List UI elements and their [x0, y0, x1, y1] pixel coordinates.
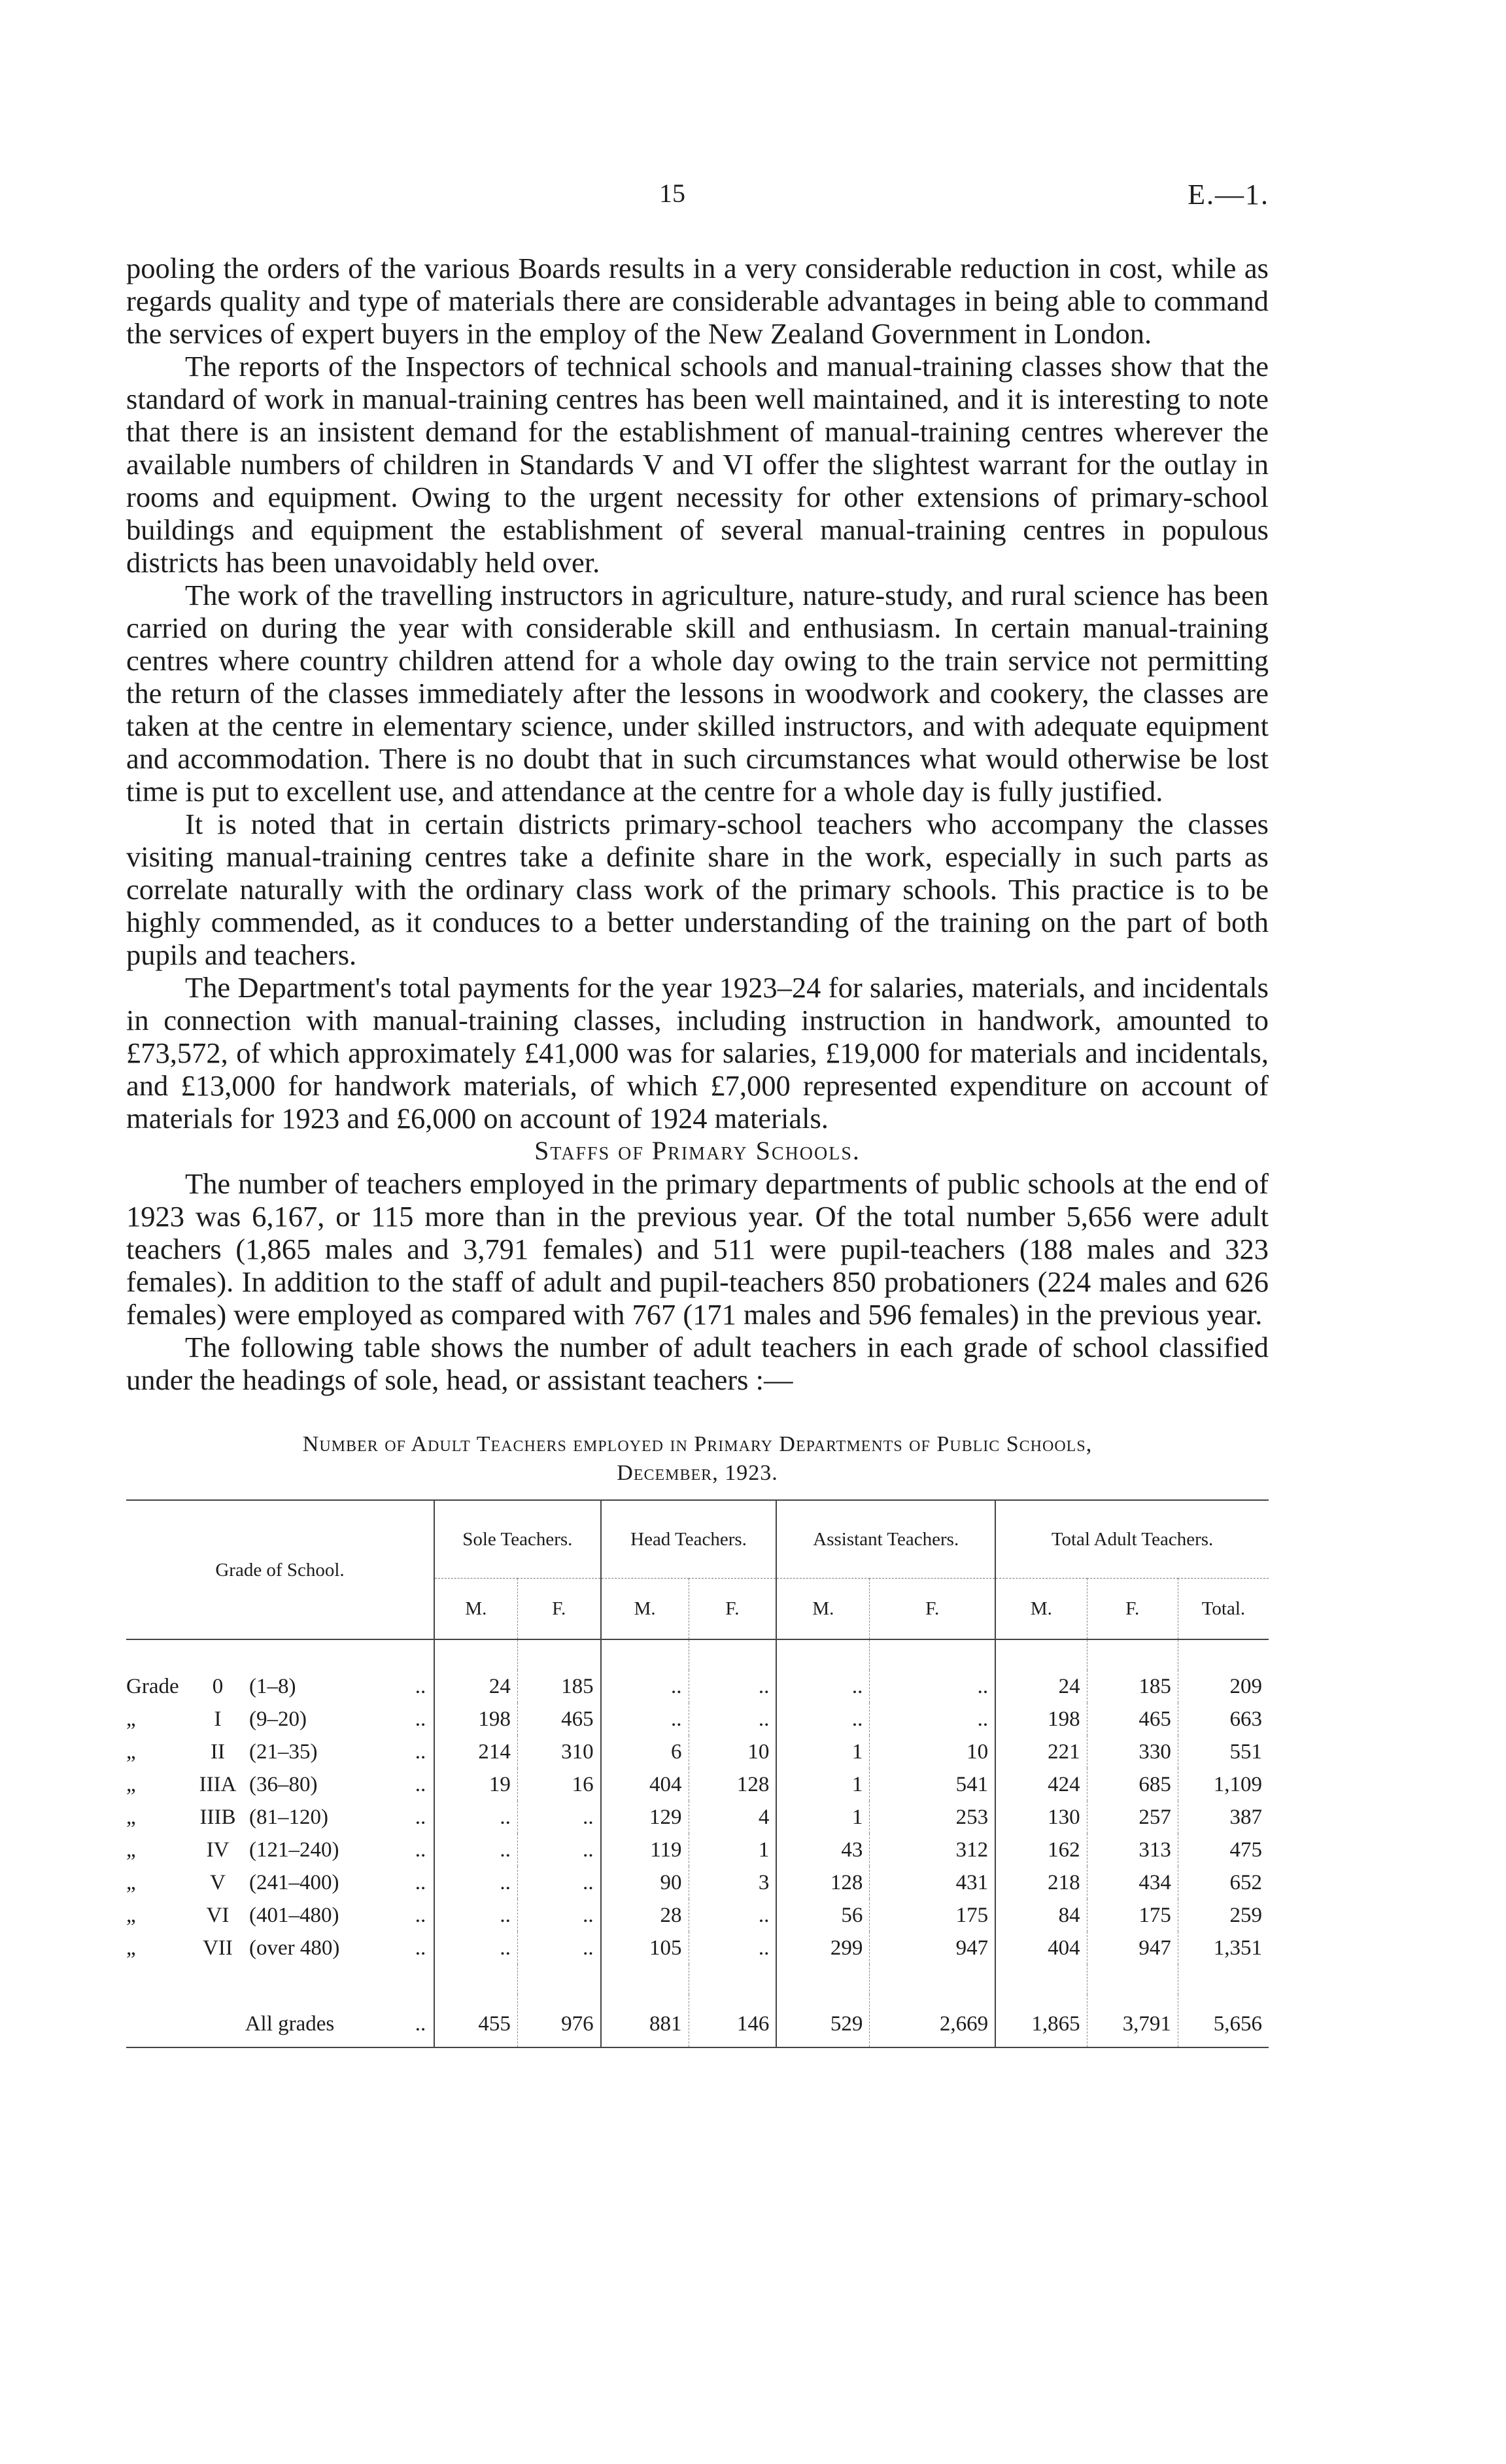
grade-word: „ — [126, 1904, 136, 1927]
total-adult-teachers-header: Total Adult Teachers. — [995, 1500, 1269, 1579]
paragraph: The number of teachers employed in the primary departments of public schools at the end of 1923 was 6,167, or 115 more than in the previous year. Of the total number 5,656 were adult teachers (1,865 males and 3,791 females) and 511 were pupil-teachers (188 males and 323 females). In addition to the staff of adult and pupil-teachers 850 probationers (224 males and 626 females) were employed as compared with 767 (171 males and 596 females) in the previous year. — [126, 1167, 1269, 1331]
table-cell: 10 — [689, 1736, 776, 1768]
column-header-m: M. — [434, 1579, 517, 1640]
table-cell: .. — [870, 1670, 995, 1703]
grade-word: „ — [126, 1838, 136, 1862]
paragraph: The Department's total payments for the year 1923–24 for salaries, materials, and incidentals in connection with manual-training classes, including instruction in handwork, amounted to £73,572, of which approximately £41,000 was for salaries, £19,000 for materials and incidentals, and £13,000 for handwork materials, of which £7,000 represented expenditure on account of materials for 1923 and £6,000 on account of 1924 materials. — [126, 971, 1269, 1135]
grade-number: IIIA — [199, 1773, 237, 1796]
table-body — [126, 1639, 1269, 2047]
table-cell: 24 — [995, 1670, 1087, 1703]
column-header-f: F. — [517, 1579, 600, 1640]
grade-number: IV — [206, 1838, 230, 1862]
table-cell: 3,791 — [1087, 1994, 1178, 2047]
article-body — [126, 252, 1269, 2048]
table-cell: 404 — [995, 1932, 1087, 1964]
paragraph: The following table shows the number of adult teachers in each grade of school classified under the headings of sole, head, or assistant teachers :— — [126, 1331, 1269, 1396]
grade-number: VII — [203, 1936, 233, 1960]
table-row — [126, 1801, 1269, 1834]
table-cell: 16 — [517, 1768, 600, 1801]
grade-label — [126, 1768, 407, 1801]
table-cell: 6 — [601, 1736, 689, 1768]
leader-dots: .. — [415, 1871, 426, 1894]
table-cell: 209 — [1178, 1670, 1269, 1703]
table-cell: 128 — [689, 1768, 776, 1801]
table-cell: 1,109 — [1178, 1768, 1269, 1801]
table-cell: 685 — [1087, 1768, 1178, 1801]
table-cell: 146 — [689, 1994, 776, 2047]
table-cell: 185 — [1087, 1670, 1178, 1703]
grade-range: (36–80) — [249, 1773, 318, 1796]
grade-label — [126, 1670, 407, 1703]
table-total-row — [126, 1994, 1269, 2047]
table-cell: .. — [517, 1801, 600, 1834]
table-cell: .. — [517, 1866, 600, 1899]
table-cell: 465 — [517, 1703, 600, 1736]
sole-teachers-header: Sole Teachers. — [434, 1500, 601, 1579]
column-header-f: F. — [689, 1579, 776, 1640]
grade-label — [126, 1834, 407, 1866]
table-row — [126, 1899, 1269, 1932]
table-row — [126, 1834, 1269, 1866]
table-cell: 387 — [1178, 1801, 1269, 1834]
leader-dots: .. — [407, 1994, 434, 2047]
grade-number: V — [210, 1871, 226, 1894]
table-cell: 119 — [601, 1834, 689, 1866]
grade-label — [126, 1801, 407, 1834]
grade-word: „ — [126, 1740, 136, 1764]
column-header-f: F. — [870, 1579, 995, 1640]
grade-of-school-header: Grade of School. — [126, 1500, 434, 1639]
table-row — [126, 1932, 1269, 1964]
table-cell: 257 — [1087, 1801, 1178, 1834]
table-caption — [152, 1430, 1242, 1488]
table-cell: 404 — [601, 1768, 689, 1801]
table-cell: 541 — [870, 1768, 995, 1801]
grade-label — [126, 1866, 407, 1899]
grade-word: Grade — [126, 1675, 179, 1698]
series-reference: E.—1. — [1188, 179, 1269, 211]
grade-word: „ — [126, 1707, 136, 1731]
grade-label — [126, 1932, 407, 1964]
table-cell: 652 — [1178, 1866, 1269, 1899]
page-header — [0, 178, 1506, 217]
table-cell: 299 — [776, 1932, 870, 1964]
leader-dots: .. — [415, 1936, 426, 1960]
table-cell: .. — [434, 1801, 517, 1834]
table-cell: .. — [689, 1703, 776, 1736]
table-row — [126, 1866, 1269, 1899]
assistant-teachers-header: Assistant Teachers. — [776, 1500, 995, 1579]
grade-range: (1–8) — [249, 1675, 296, 1698]
leader-dots: .. — [415, 1805, 426, 1829]
grade-range: (401–480) — [249, 1904, 339, 1927]
leader-dots: .. — [415, 1675, 426, 1698]
table-cell: 947 — [870, 1932, 995, 1964]
table-cell: 198 — [434, 1703, 517, 1736]
grade-range: (121–240) — [249, 1838, 339, 1862]
table-cell: .. — [689, 1670, 776, 1703]
grade-word: „ — [126, 1871, 136, 1894]
table-cell: 19 — [434, 1768, 517, 1801]
leader-dots: .. — [415, 1773, 426, 1796]
table-cell: 129 — [601, 1801, 689, 1834]
table-row — [126, 1768, 1269, 1801]
page-number: 15 — [659, 179, 685, 208]
grade-number: I — [214, 1707, 222, 1731]
adult-teachers-table — [126, 1499, 1269, 2048]
paragraph: The reports of the Inspectors of technical schools and manual-training classes show that the standard of work in manual-training centres has been well maintained, and it is interesting to note that there is an insistent demand for the establishment of manual-training centres wherever the available numbers of children in Standards V and VI offer the slightest warrant for the outlay in rooms and equipment. Owing to the urgent necessity for other extensions of primary-school buildings and equipment the establishment of several manual-training centres in populous districts has been unavoidably held over. — [126, 350, 1269, 579]
table-cell: .. — [776, 1703, 870, 1736]
grade-range: (9–20) — [249, 1707, 307, 1731]
table-cell: 185 — [517, 1670, 600, 1703]
table-cell: 465 — [1087, 1703, 1178, 1736]
section-heading: Staffs of Primary Schools. — [534, 1136, 861, 1165]
leader-dots: .. — [415, 1904, 426, 1927]
grade-label — [126, 1899, 407, 1932]
table-cell: 881 — [601, 1994, 689, 2047]
grade-word: „ — [126, 1936, 136, 1960]
table-cell: .. — [434, 1866, 517, 1899]
table-cell: 310 — [517, 1736, 600, 1768]
table-cell: 105 — [601, 1932, 689, 1964]
table-cell: .. — [434, 1834, 517, 1866]
column-header-total: Total. — [1178, 1579, 1269, 1640]
table-cell: 330 — [1087, 1736, 1178, 1768]
leader-dots: .. — [415, 1838, 426, 1862]
table-cell: 218 — [995, 1866, 1087, 1899]
grade-range: (21–35) — [249, 1740, 318, 1764]
table-cell: 130 — [995, 1801, 1087, 1834]
grade-range: (81–120) — [249, 1805, 328, 1829]
column-header-m: M. — [776, 1579, 870, 1640]
grade-label — [126, 1736, 407, 1768]
table-cell: 424 — [995, 1768, 1087, 1801]
table-cell: .. — [517, 1932, 600, 1964]
table-cell: 551 — [1178, 1736, 1269, 1768]
table-cell: 5,656 — [1178, 1994, 1269, 2047]
table-cell: 1 — [776, 1736, 870, 1768]
table-row — [126, 1670, 1269, 1703]
table-cell: 1 — [776, 1801, 870, 1834]
table-cell: 529 — [776, 1994, 870, 2047]
table-cell: 253 — [870, 1801, 995, 1834]
table-cell: 2,669 — [870, 1994, 995, 2047]
table-cell: 10 — [870, 1736, 995, 1768]
table-cell: .. — [870, 1703, 995, 1736]
leader-dots: .. — [415, 1740, 426, 1764]
table-cell: 24 — [434, 1670, 517, 1703]
leader-dots: .. — [415, 1707, 426, 1731]
table-cell: 434 — [1087, 1866, 1178, 1899]
column-header-m: M. — [601, 1579, 689, 1640]
table-cell: 475 — [1178, 1834, 1269, 1866]
table-cell: 28 — [601, 1899, 689, 1932]
table-cell: 43 — [776, 1834, 870, 1866]
grade-word: „ — [126, 1773, 136, 1796]
table-cell: 1 — [776, 1768, 870, 1801]
table-cell: 1 — [689, 1834, 776, 1866]
table-cell: 214 — [434, 1736, 517, 1768]
paragraph: It is noted that in certain districts primary-school teachers who accompany the classes visiting manual-training centres take a definite share in the work, especially in such parts as correlate naturally with the ordinary class work of the primary schools. This practice is to be highly commended, as it conduces to a better understanding of the training on the part of both pupils and teachers. — [126, 808, 1269, 971]
table-cell: .. — [776, 1670, 870, 1703]
table-cell: 198 — [995, 1703, 1087, 1736]
column-header-f: F. — [1087, 1579, 1178, 1640]
table-cell: .. — [689, 1899, 776, 1932]
table-cell: 175 — [1087, 1899, 1178, 1932]
table-caption-line: Number of Adult Teachers employed in Primary Departments of Public Schools, — [302, 1432, 1093, 1456]
table-cell: 313 — [1087, 1834, 1178, 1866]
table-cell: 455 — [434, 1994, 517, 2047]
table-row — [126, 1736, 1269, 1768]
table-cell: 976 — [517, 1994, 600, 2047]
table-cell: .. — [601, 1703, 689, 1736]
table-cell: .. — [434, 1932, 517, 1964]
grade-label — [126, 1703, 407, 1736]
total-label: All grades — [126, 1994, 407, 2047]
table-cell: .. — [601, 1670, 689, 1703]
paragraph: pooling the orders of the various Boards results in a very considerable reduction in cost, while as regards quality and type of materials there are considerable advantages in being able to command the services of expert buyers in the employ of the New Zealand Government in London. — [126, 252, 1269, 350]
column-header-m: M. — [995, 1579, 1087, 1640]
table-cell: 90 — [601, 1866, 689, 1899]
table-cell: 56 — [776, 1899, 870, 1932]
head-teachers-header: Head Teachers. — [601, 1500, 777, 1579]
table-cell: 259 — [1178, 1899, 1269, 1932]
paragraph: The work of the travelling instructors in agriculture, nature-study, and rural science has been carried on during the year with considerable skill and enthusiasm. In certain manual-training centres where country children attend for a whole day owing to the train service not permitting the return of the classes immediately after the lessons in woodwork and cookery, the classes are taken at the centre in elementary science, under skilled instructors, and with adequate equipment and accommodation. There is no doubt that in such circumstances what would otherwise be lost time is put to excellent use, and attendance at the centre for a whole day is fully justified. — [126, 579, 1269, 808]
grade-number: IIIB — [199, 1805, 236, 1829]
table-cell: 162 — [995, 1834, 1087, 1866]
grade-range: (241–400) — [249, 1871, 339, 1894]
table-cell: 128 — [776, 1866, 870, 1899]
table-cell: .. — [434, 1899, 517, 1932]
table-cell: 84 — [995, 1899, 1087, 1932]
grade-word: „ — [126, 1805, 136, 1829]
table-cell: 431 — [870, 1866, 995, 1899]
table-cell: .. — [517, 1899, 600, 1932]
table-row — [126, 1703, 1269, 1736]
grade-number: VI — [206, 1904, 230, 1927]
table-cell: .. — [517, 1834, 600, 1866]
table-cell: 1,865 — [995, 1994, 1087, 2047]
table-cell: 663 — [1178, 1703, 1269, 1736]
grade-range: (over 480) — [249, 1936, 340, 1960]
table-cell: 4 — [689, 1801, 776, 1834]
table-cell: 1,351 — [1178, 1932, 1269, 1964]
table-cell: 3 — [689, 1866, 776, 1899]
grade-number: II — [211, 1740, 225, 1764]
table-cell: 947 — [1087, 1932, 1178, 1964]
table-cell: 221 — [995, 1736, 1087, 1768]
table-caption-line: December, 1923. — [617, 1461, 778, 1485]
grade-number: 0 — [212, 1675, 224, 1698]
table-cell: .. — [689, 1932, 776, 1964]
table-cell: 312 — [870, 1834, 995, 1866]
table-cell: 175 — [870, 1899, 995, 1932]
